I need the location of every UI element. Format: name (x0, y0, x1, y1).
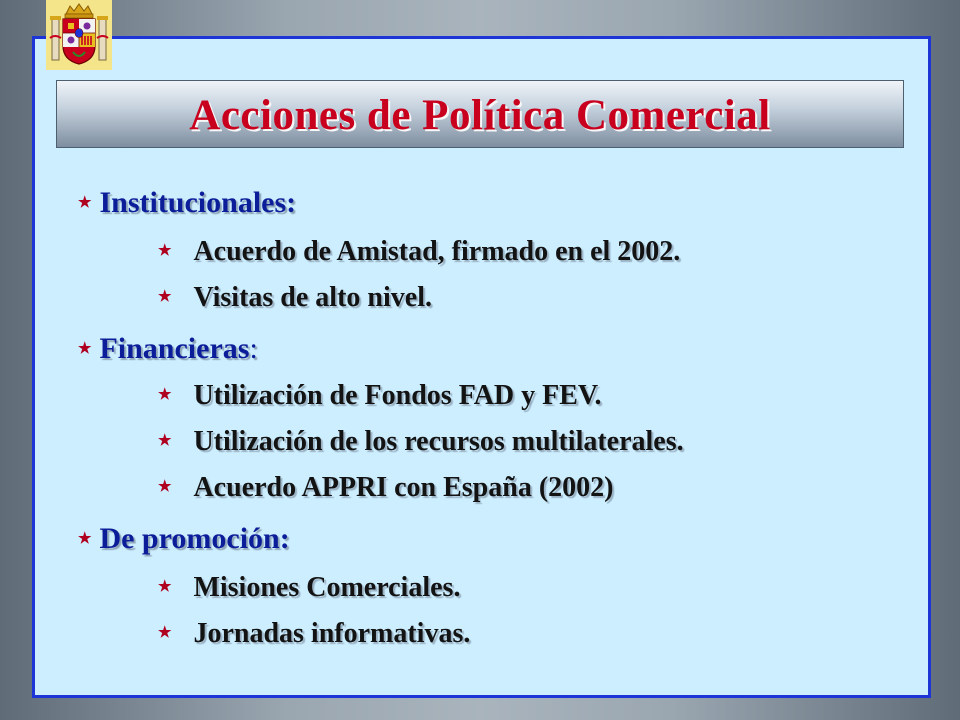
star-icon: ★ (158, 387, 172, 404)
star-icon: ★ (158, 579, 172, 596)
section-heading-text: Institucionales: (99, 186, 297, 219)
coat-of-arms-icon (46, 0, 112, 70)
section-heading-text: De promoción: (99, 522, 290, 555)
star-icon: ★ (158, 479, 172, 496)
list-item-text: Jornadas informativas. (193, 618, 471, 649)
list-item-text: Visitas de alto nivel. (193, 282, 432, 313)
list-item (158, 618, 470, 650)
section-heading-promocion (78, 522, 290, 556)
list-item-text: Acuerdo de Amistad, firmado en el 2002. (193, 236, 681, 267)
list-item (158, 426, 684, 458)
star-icon: ★ (78, 194, 92, 211)
list-item-text: Utilización de Fondos FAD y FEV. (193, 380, 602, 411)
list-item (158, 282, 432, 314)
title-bar (56, 80, 904, 148)
list-item (158, 572, 460, 604)
star-icon: ★ (158, 289, 172, 306)
list-item-text: Misiones Comerciales. (193, 572, 461, 603)
star-icon: ★ (158, 243, 172, 260)
section-heading-institucionales (78, 186, 296, 220)
list-item-text: Acuerdo APPRI con España (2002) (193, 472, 614, 503)
star-icon: ★ (78, 530, 92, 547)
list-item (158, 380, 602, 412)
star-icon: ★ (158, 625, 172, 642)
section-heading-financieras (78, 332, 258, 366)
section-heading-suffix: : (249, 332, 258, 365)
list-item (158, 236, 680, 268)
list-item-text: Utilización de los recursos multilaterales. (193, 426, 684, 457)
slide-title: Acciones de Política Comercial (189, 92, 771, 139)
section-heading-text: Financieras (99, 332, 250, 365)
list-item (158, 472, 613, 504)
spanish-coat-of-arms-icon (46, 0, 112, 70)
star-icon: ★ (158, 433, 172, 450)
star-icon: ★ (78, 340, 92, 357)
